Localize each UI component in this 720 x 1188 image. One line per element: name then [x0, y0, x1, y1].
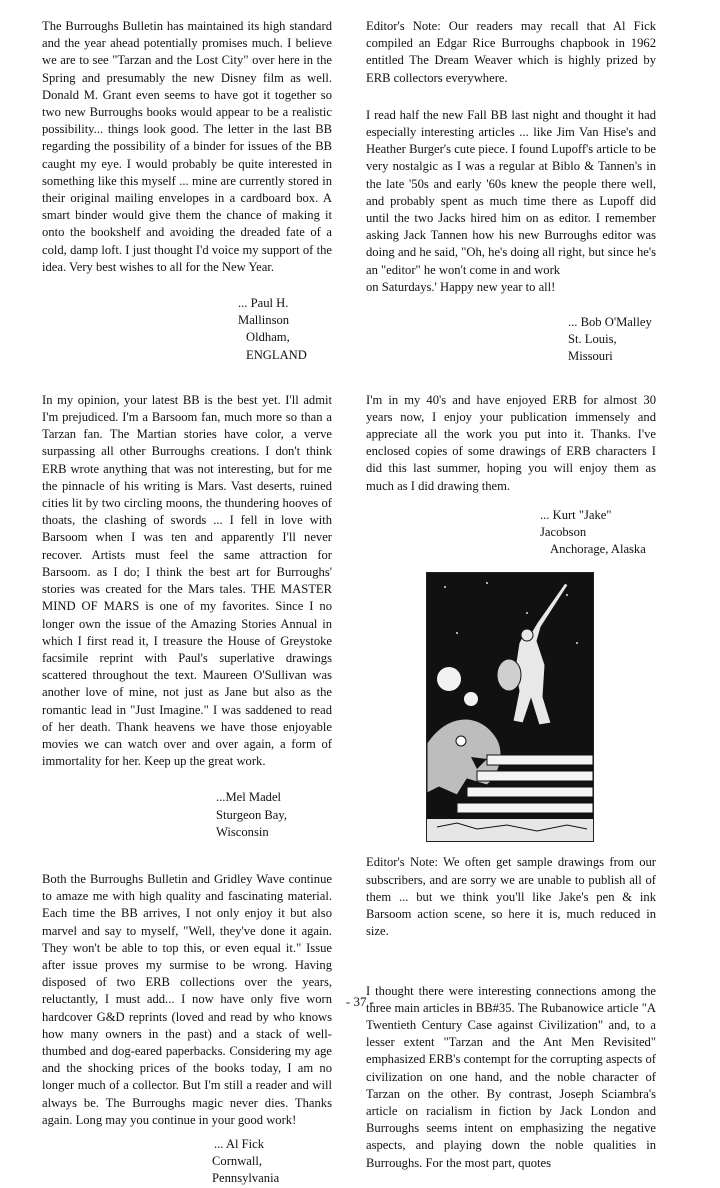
letter-bb35-body: I thought there were interesting connections among the three main articles in BB#35. The Rubanowice article "A Twentieth Century Case against Civilization" and, to a lesser extent "Tarzan and the Ant Men Revisited" emphasized ERB's contempt for the corrupting aspects of civilization on one hand, and the noble character of Tarzan on the other. By contrast, Joseph Sciambra's article on racialism in fiction by Jack London and Burroughs seems intent on emphasizing the negative aspects, and playing down the noble qualities in Burroughs. For the most part, quotes: [366, 983, 656, 1170]
signature-place: St. Louis, Missouri: [568, 332, 617, 364]
signature-name: ... Al Fick: [214, 1136, 265, 1151]
letter-mallinson-signature: [42, 295, 332, 364]
signature-place: Anchorage, Alaska: [550, 542, 646, 557]
letter-omalley-text: I read half the new Fall BB last night and thought it had especially interesting articles ... like Jim Van Hise's and Heather Burger's cute piece. I found Lupoff's article to be very nostalgic as I was a regular at Biblo & Tannen's in the late '50s and early '60s knew the people there well, and probably spent as much time there as Lupoff did until the two Jacks hired him on as editor. I remember asking Jack Tannen how his new Burroughs editor was doing and he said, "Oh, he's doing all right, but since he's an "editor" he won't come in and work: [366, 107, 656, 277]
signature-place: Cornwall, Pennsylvania: [212, 1154, 280, 1186]
letter-omalley-signature: [366, 314, 656, 366]
signature-place: Oldham, ENGLAND: [246, 330, 307, 362]
signature-name: ... Kurt "Jake" Jacobson: [540, 507, 612, 540]
letter-omalley-body: [366, 107, 656, 296]
letter-madel-body: In my opinion, your latest BB is the best yet. I'll admit I'm prejudiced. I'm a Barsoom fan, much more so than a Tarzan fan. The Martian stories have color, a verve surpassing all other Burroughs creations. I don't think ERB wrote anything that was not interesting, but for me the pinnacle of his writing is Mars. Vast deserts, ruined cities lit by two circling moons, the thundering hooves of thoats, the clashing of swords ... I fell in love with Barsoom when I was ten and apparently I'll never recover. Artists must feel the same attraction for Barsoom. as I do; I think the best art for Burroughs' stories was created for the Mars tales. THE MASTER MIND OF MARS is one of my favorites. Since I no longer own the issue of the Amazing Stories Annual in which I first read it, I treasure the House of Greystoke facsimile reprint with Paul's superlative drawings scattered throughout the text. Maureen O'Sullivan was another love of mine, not just as Jane but also as the romantic lead in "Just Imagine." I was saddened to read of her death. Thank heavens we have those enjoyable movies we can watch over and over again, a form of immortality for her. Keep up the great work.: [42, 392, 332, 769]
signature-name: ...Mel Madel: [216, 790, 282, 805]
signature-name: ... Bob O'Malley: [568, 315, 652, 330]
editors-note-drawing: Editor's Note: We often get sample drawings from our subscribers, and are sorry we are unable to publish all of them ... but we think you'll like Jake's pen & ink Barsoom action scene, so here it is, much reduced in size.: [366, 855, 656, 939]
page-number: - 37 -: [345, 994, 375, 1009]
letter-madel-signature: [42, 789, 332, 841]
letter-mallinson-body: The Burroughs Bulletin has maintained its high standard and the year ahead potentially promises much. I believe we are to see "Tarzan and the Lost City" over here in the Spring and presumably the new Disney film as well. Donald M. Grant even seems to have got it together so two new Burroughs books would appear to be a realistic possibility... things look good. The letter in the last BB regarding the possibility of a binder for issues of the BB caught my eye. I would probably be quite interested in something like this myself ... mine are currently stored in their original mailing envelopes in a cardboard box. A smart binder would give them the chance of making it onto the bookshelf and avoiding the dreaded fate of a cold, damp loft. I just thought I'd voice my support of the idea. Very best wishes to all for the New Year.: [42, 19, 332, 274]
letter-fick-body: Both the Burroughs Bulletin and Gridley Wave continue to amaze me with high quality and fascinating material. Each time the BB arrives, I not only enjoy it but also marvel and say to myself, "Well, they've done it again. They won't be able to top this, or even equal it." Issue after issue proves my surmise to be wrong. Having disposed of two ERB collections over the years, reluctantly, I must add... I now have only five worn hardcover G&D reprints (loved and read by who knows how many owners in the past) and a stack of well-thumbed and dog-eared paperbacks. Considering my age and the shocking prices of the books today, I am no longer much of a collector. But I'm still a reader and will always be. The Burroughs magic never dies. Thanks again. Long may you continue in your good work!: [42, 871, 332, 1127]
barsoom-drawing-svg: [427, 573, 593, 841]
letter-jacobson-body: I'm in my 40's and have enjoyed ERB for almost 30 years now, I enjoy your publication immensely and appreciate all the work you put into it. Thanks. I've enclosed copies of some drawings of ERB characters I did this last summer, hoping you will enjoy them as much as I did drawing them.: [366, 392, 656, 493]
signature-place: Sturgeon Bay, Wisconsin: [216, 807, 288, 839]
letter-fick-signature: [42, 1136, 332, 1188]
editors-note-dream-weaver: Editor's Note: Our readers may recall that Al Fick compiled an Edgar Rice Burroughs chapbook in 1962 entitled The Dream Weaver which is highly prized by ERB collectors everywhere.: [366, 19, 656, 85]
signature-name: ... Paul H. Mallinson: [238, 296, 290, 328]
letter-jacobson-signature: [366, 507, 656, 559]
left-column: [42, 18, 332, 1188]
letter-omalley-last-line: on Saturdays.' Happy new year to all!: [366, 279, 556, 294]
barsoom-drawing: [426, 572, 594, 842]
